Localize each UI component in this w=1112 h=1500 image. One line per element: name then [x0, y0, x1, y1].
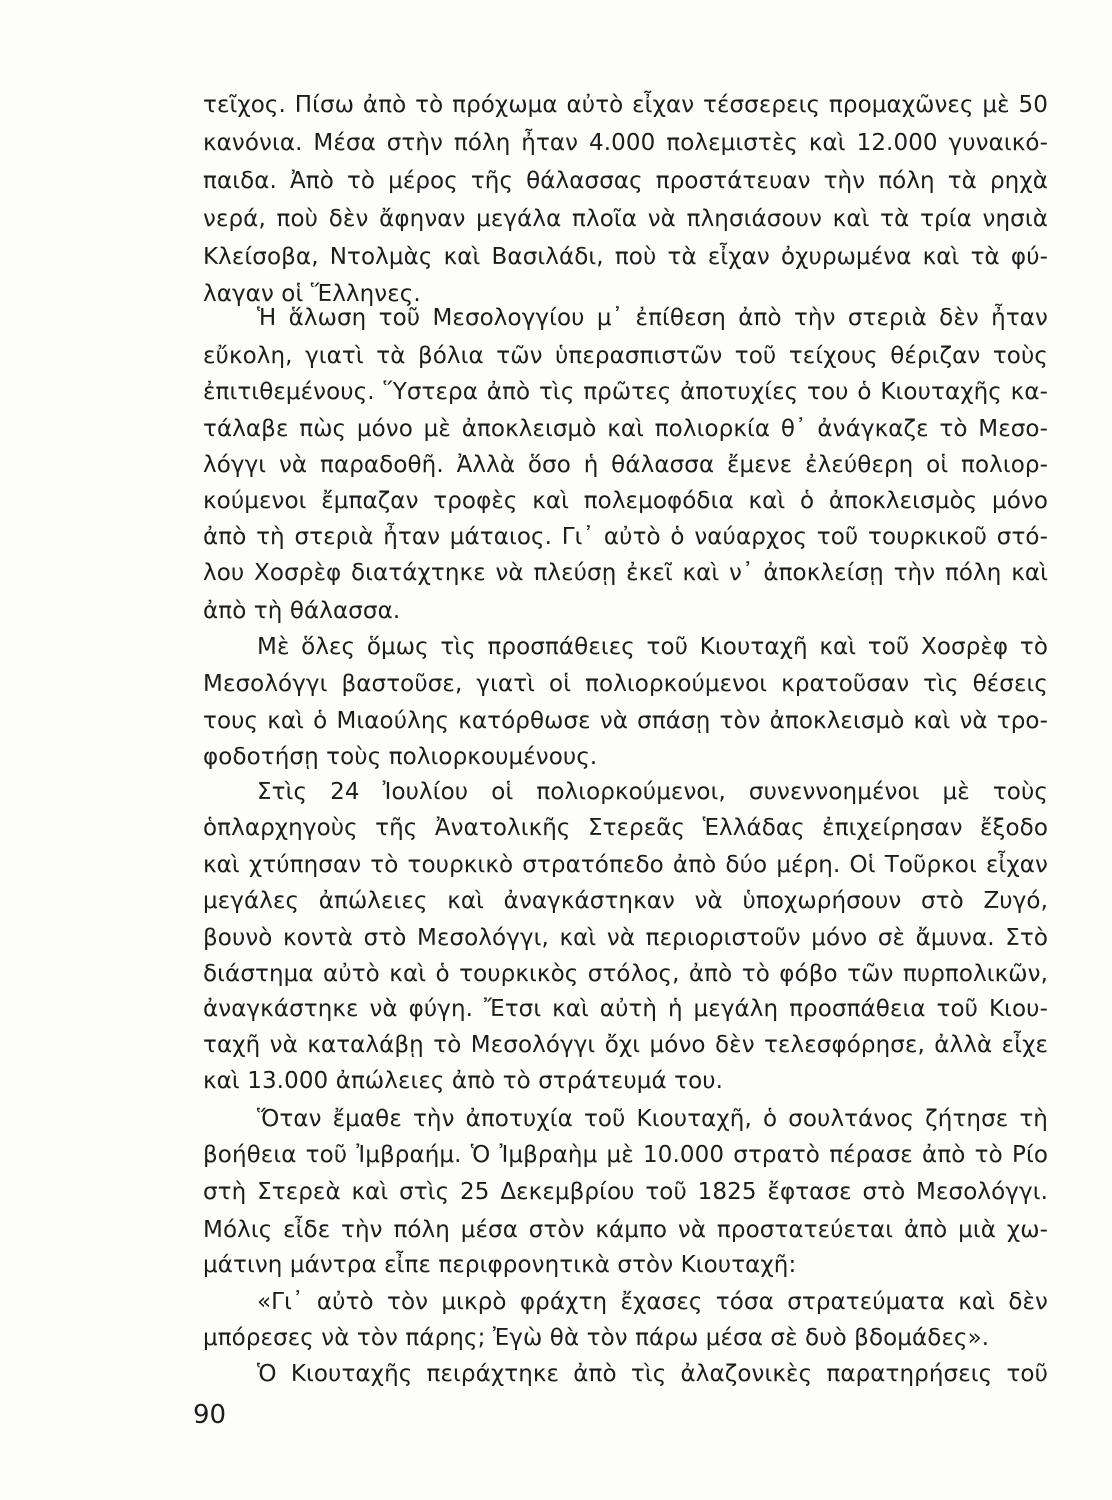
text-line: τάλαβε πὼς μόνο μὲ ἀποκλεισμὸ καὶ πολιορκία θ᾿ ἀνάγκαζε τὸ Μεσο- — [203, 416, 1048, 442]
text-line: βοήθεια τοῦ Ἰμβραήμ. Ὁ Ἰμβραὴμ μὲ 10.000 στρατὸ πέρασε ἀπὸ τὸ Ρίο — [203, 1142, 1048, 1168]
text-line: νερά, ποὺ δὲν ἄφηναν μεγάλα πλοῖα νὰ πλησιάσουν καὶ τὰ τρία νησιὰ — [203, 206, 1048, 232]
text-line: Μεσολόγγι βαστοῦσε, γιατὶ οἱ πολιορκούμενοι κρατοῦσαν τὶς θέσεις — [203, 671, 1048, 697]
text-line: κούμενοι ἔμπαζαν τροφὲς καὶ πολεμοφόδια καὶ ὁ ἀποκλεισμὸς μόνο — [203, 488, 1048, 514]
text-line: ἀναγκάστηκε νὰ φύγη. Ἔτσι καὶ αὐτὴ ἡ μεγάλη προσπάθεια τοῦ Κιου- — [203, 996, 1048, 1022]
text-line: στὴ Στερεὰ καὶ στὶς 25 Δεκεμβρίου τοῦ 1825 ἔφτασε στὸ Μεσολόγγι. — [203, 1179, 1048, 1205]
text-line: μάτινη μάντρα εἶπε περιφρονητικὰ στὸν Κιουταχῆ: — [203, 1252, 797, 1278]
text-line: Ὁ Κιουταχῆς πειράχτηκε ἀπὸ τὶς ἀλαζονικὲς παρατηρήσεις τοῦ — [257, 1361, 1048, 1387]
text-line: Μὲ ὅλες ὅμως τὶς προσπάθειες τοῦ Κιουταχῆ καὶ τοῦ Χοσρὲφ τὸ — [257, 634, 1048, 660]
text-line: διάστημα αὐτὸ καὶ ὁ τουρκικὸς στόλος, ἀπὸ τὸ φόβο τῶν πυρπολικῶν, — [203, 961, 1048, 987]
text-line: ταχῆ νὰ καταλάβῃ τὸ Μεσολόγγι ὄχι μόνο δὲν τελεσφόρησε, ἀλλὰ εἶχε — [203, 1032, 1048, 1058]
text-line: λαγαν οἱ Ἕλληνες. — [203, 281, 421, 307]
text-line: Στὶς 24 Ἰουλίου οἱ πολιορκούμενοι, συνεννοημένοι μὲ τοὺς — [257, 779, 1048, 805]
text-line: μεγάλες ἀπώλειες καὶ ἀναγκάστηκαν νὰ ὑποχωρήσουν στὸ Ζυγό, — [203, 888, 1048, 914]
text-line: Κλείσοβα, Ντολμὰς καὶ Βασιλάδι, ποὺ τὰ εἶχαν ὀχυρωμένα καὶ τὰ φύ- — [203, 244, 1048, 270]
text-line: ἀπὸ τὴ στεριὰ ἦταν μάταιος. Γι᾿ αὐτὸ ὁ ναύαρχος τοῦ τουρκικοῦ στό- — [203, 524, 1048, 550]
text-line: βουνὸ κοντὰ στὸ Μεσολόγγι, καὶ νὰ περιοριστοῦν μόνο σὲ ἄμυνα. Στὸ — [203, 925, 1048, 951]
text-line: Ὅταν ἔμαθε τὴν ἀποτυχία τοῦ Κιουταχῆ, ὁ σουλτάνος ζήτησε τὴ — [257, 1106, 1048, 1132]
text-line: καὶ 13.000 ἀπώλειες ἀπὸ τὸ στράτευμά του. — [203, 1068, 724, 1094]
page-number: 90 — [193, 1400, 227, 1430]
text-line: λου Χοσρὲφ διατάχτηκε νὰ πλεύσῃ ἐκεῖ καὶ ν᾿ ἀποκλείσῃ τὴν πόλη καὶ — [203, 560, 1048, 586]
text-line: ἐπιτιθεμένους. Ὕστερα ἀπὸ τὶς πρῶτες ἀποτυχίες του ὁ Κιουταχῆς κα- — [203, 379, 1048, 405]
text-line: κανόνια. Μέσα στὴν πόλη ἦταν 4.000 πολεμιστὲς καὶ 12.000 γυναικό- — [203, 130, 1048, 156]
text-line: εὔκολη, γιατὶ τὰ βόλια τῶν ὑπερασπιστῶν τοῦ τείχους θέριζαν τοὺς — [203, 343, 1048, 369]
text-line: Μόλις εἶδε τὴν πόλη μέσα στὸν κάμπο νὰ προστατεύεται ἀπὸ μιὰ χω- — [203, 1217, 1048, 1243]
text-line: μπόρεσες νὰ τὸν πάρης; Ἐγὼ θὰ τὸν πάρω μέσα σὲ δυὸ βδομάδες». — [203, 1325, 990, 1351]
text-line: φοδοτήσῃ τοὺς πολιορκουμένους. — [203, 744, 598, 770]
text-line: τους καὶ ὁ Μιαούλης κατόρθωσε νὰ σπάσῃ τὸν ἀποκλεισμὸ καὶ νὰ τρο- — [203, 708, 1048, 734]
text-line: Ἡ ἅλωση τοῦ Μεσολογγίου μ᾿ ἐπίθεση ἀπὸ τὴν στεριὰ δὲν ἦταν — [257, 305, 1048, 331]
text-line: καὶ χτύπησαν τὸ τουρκικὸ στρατόπεδο ἀπὸ δύο μέρη. Οἱ Τοῦρκοι εἶχαν — [203, 852, 1048, 878]
text-line: λόγγι νὰ παραδοθῆ. Ἀλλὰ ὅσο ἡ θάλασσα ἔμενε ἐλεύθερη οἱ πολιορ- — [203, 452, 1048, 478]
text-line: «Γι᾿ αὐτὸ τὸν μικρὸ φράχτη ἔχασες τόσα στρατεύματα καὶ δὲν — [257, 1289, 1048, 1315]
text-line: ὁπλαρχηγοὺς τῆς Ἀνατολικῆς Στερεᾶς Ἑλλάδας ἐπιχείρησαν ἔξοδο — [203, 815, 1048, 841]
text-line: παιδα. Ἀπὸ τὸ μέρος τῆς θάλασσας προστάτευαν τὴν πόλη τὰ ρηχὰ — [203, 168, 1048, 194]
text-line: τεῖχος. Πίσω ἀπὸ τὸ πρόχωμα αὐτὸ εἶχαν τέσσερεις προμαχῶνες μὲ 50 — [203, 92, 1048, 118]
text-line: ἀπὸ τὴ θάλασσα. — [203, 598, 401, 624]
